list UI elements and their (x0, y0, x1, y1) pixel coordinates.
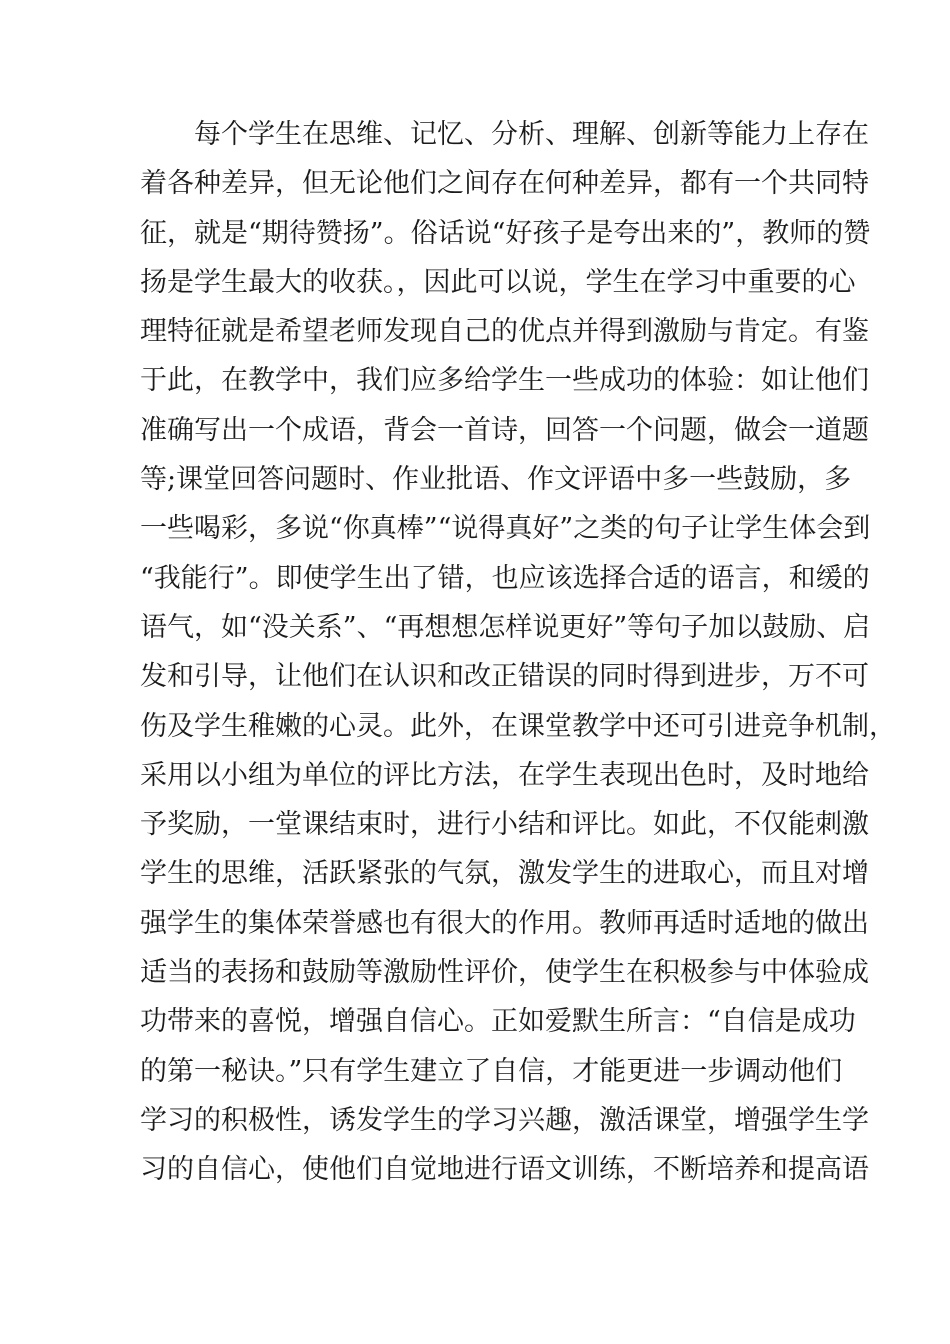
text-line: 适当的表扬和鼓励等激励性评价，使学生在积极参与中体验成 (140, 957, 869, 989)
text-line: 学习的积极性，诱发学生的学习兴趣，激活课堂，增强学生学 (140, 1104, 869, 1136)
text-line: 予奖励，一堂课结束时，进行小结和评比。如此，不仅能刺激 (140, 809, 869, 841)
text-line: 功带来的喜悦，增强自信心。正如爱默生所言：“自信是成功 (140, 1006, 856, 1038)
text-line: 征，就是“期待赞扬”。俗话说“好孩子是夸出来的”，教师的赞 (140, 217, 871, 249)
text-line: 扬是学生最大的收获。，因此可以说，学生在学习中重要的心 (140, 266, 856, 298)
text-line: 语气，如“没关系”、“再想想怎样说更好”等句子加以鼓励、启 (140, 611, 871, 643)
text-line: 采用以小组为单位的评比方法，在学生表现出色时，及时地给 (140, 759, 869, 791)
text-line: 发和引导，让他们在认识和改正错误的同时得到进步，万不可 (140, 661, 869, 693)
text-line: “我能行”。即使学生出了错，也应该选择合适的语言，和缓的 (140, 562, 870, 594)
body-paragraph (140, 110, 896, 1195)
text-line: 一些喝彩，多说“你真棒”“说得真好”之类的句子让学生体会到 (140, 513, 871, 545)
text-line: 等;课堂回答问题时、作业批语、作文评语中多一些鼓励，多 (140, 464, 852, 496)
text-line: 准确写出一个成语，背会一首诗，回答一个问题，做会一道题 (140, 414, 869, 446)
text-line: 习的自信心，使他们自觉地进行语文训练，不断培养和提高语 (140, 1154, 869, 1186)
text-line: 每个学生在思维、记忆、分析、理解、创新等能力上存在 (194, 119, 869, 150)
text-line: 着各种差异，但无论他们之间存在何种差异，都有一个共同特 (140, 168, 869, 200)
text-line: 理特征就是希望老师发现自己的优点并得到激励与肯定。有鉴 (140, 316, 869, 348)
text-line: 的第一秘诀。”只有学生建立了自信，才能更进一步调动他们 (140, 1055, 843, 1087)
text-line: 伤及学生稚嫩的心灵。此外，在课堂教学中还可引进竞争机制， (140, 710, 896, 742)
text-line: 强学生的集体荣誉感也有很大的作用。教师再适时适地的做出 (140, 907, 869, 939)
text-line: 于此，在教学中，我们应多给学生一些成功的体验：如让他们 (140, 365, 869, 397)
text-line: 学生的思维，活跃紧张的气氛，激发学生的进取心，而且对增 (140, 858, 869, 890)
